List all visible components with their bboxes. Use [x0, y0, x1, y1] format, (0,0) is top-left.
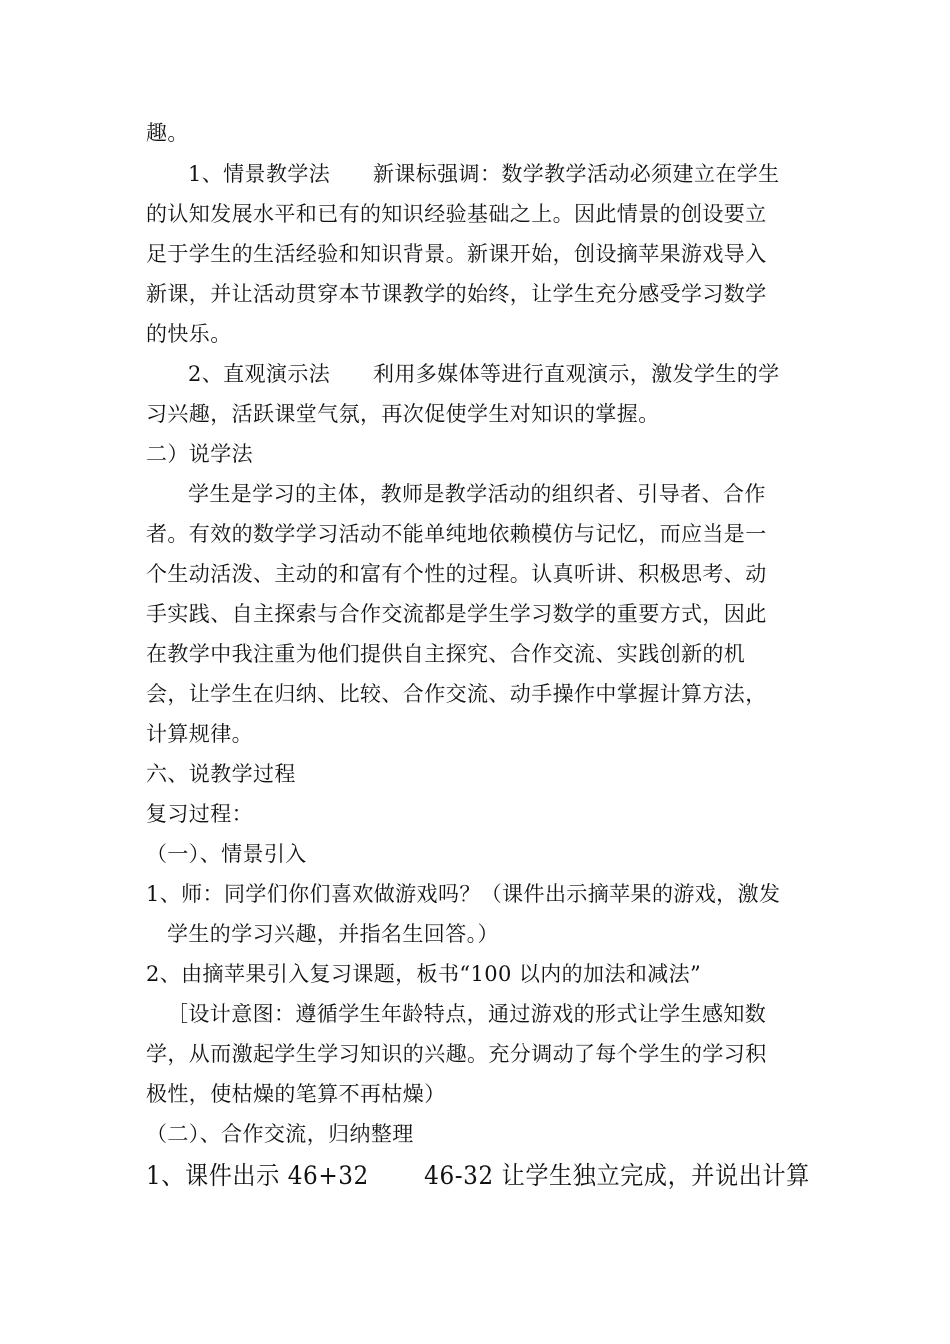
paragraph-heading-situational-teaching: 1、情景教学法 新课标强调：数学教学活动必须建立在学生: [188, 162, 780, 186]
text-line: 新课，并让活动贯穿本节课教学的始终，让学生充分感受学习数学: [146, 282, 767, 306]
design-intent-note: ［设计意图：遵循学生年龄特点，通过游戏的形式让学生感知数: [167, 1002, 767, 1026]
list-item-1-courseware: 1、课件出示 46+32 46-32 让学生独立完成，并说出计算: [146, 1161, 810, 1190]
text-line: 足于学生的生活经验和知识背景。新课开始，创设摘苹果游戏导入: [146, 242, 767, 266]
subheading-review: 复习过程：: [146, 802, 253, 826]
text-line: 在教学中我注重为他们提供自主探究、合作交流、实践创新的机: [146, 642, 746, 666]
text-line: 会，让学生在归纳、比较、合作交流、动手操作中掌握计算方法，: [146, 682, 767, 706]
list-item-1: 1、师：同学们你们喜欢做游戏吗？（课件出示摘苹果的游戏，激发: [146, 882, 781, 906]
text-line: 习兴趣，活跃课堂气氛，再次促使学生对知识的掌握。: [146, 402, 660, 426]
text-line: 学生是学习的主体，教师是教学活动的组织者、引导者、合作: [188, 482, 766, 506]
text-line: 趣。: [146, 121, 189, 145]
text-line: 计算规律。: [146, 722, 253, 746]
subheading-situational-intro: （一）、情景引入: [146, 842, 307, 866]
text-line: 手实践、自主探索与合作交流都是学生学习数学的重要方式，因此: [146, 602, 767, 626]
subheading-cooperative-exchange: （二）、合作交流，归纳整理: [146, 1122, 414, 1146]
list-item-2: 2、由摘苹果引入复习课题，板书“100 以内的加法和减法”: [146, 962, 702, 986]
text-line: 学生的学习兴趣，并指名生回答。）: [167, 922, 499, 946]
section-heading-learning-method: 二）说学法: [146, 442, 253, 466]
text-line: 者。有效的数学学习活动不能单纯地依赖模仿与记忆，而应当是一: [146, 522, 767, 546]
text-line: 极性，使枯燥的笔算不再枯燥）: [146, 1082, 446, 1106]
text-line: 个生动活泼、主动的和富有个性的过程。认真听讲、积极思考、动: [146, 562, 767, 586]
section-heading-teaching-process: 六、说教学过程: [146, 762, 296, 786]
text-line: 的认知发展水平和已有的知识经验基础之上。因此情景的创设要立: [146, 202, 767, 226]
text-line: 学，从而激起学生学习知识的兴趣。充分调动了每个学生的学习积: [146, 1042, 767, 1066]
paragraph-heading-visual-demonstration: 2、直观演示法 利用多媒体等进行直观演示，激发学生的学: [188, 362, 780, 386]
text-line: 的快乐。: [146, 322, 232, 346]
